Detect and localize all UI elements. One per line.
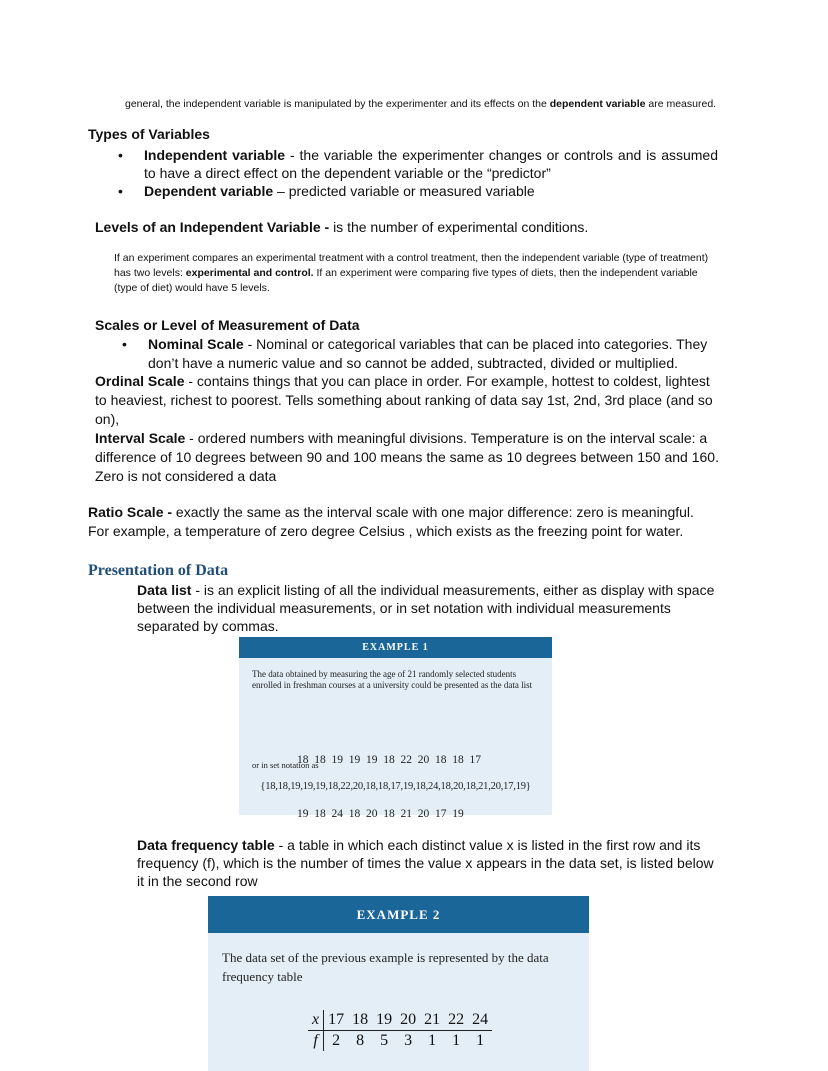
types-list: [118, 146, 718, 200]
f-value: 3: [404, 1032, 413, 1049]
scales-heading: Scales or Level of Measurement of Data: [95, 317, 360, 333]
f-value: 8: [356, 1032, 365, 1049]
x-label: x: [308, 1010, 324, 1031]
f-label: f: [308, 1031, 324, 1052]
levels-para-bold: experimental and control.: [185, 267, 314, 279]
example-2-text: The data set of the previous example is represented by the data frequency table: [222, 950, 549, 984]
data-list-term: Data list: [137, 582, 192, 598]
example-1-row1: 18 18 19 19 19 18 22 20 18 18 17: [297, 754, 481, 766]
freq-table-desc: - a table in which each distinct value x is listed in the first row and its frequency (f), which is the number of times the value x appears in the data set, is listed below it in the second row: [137, 837, 714, 889]
f-value: 1: [452, 1032, 461, 1049]
independent-variable-item: [118, 146, 718, 182]
levels-desc: is the number of experimental conditions.: [333, 219, 589, 235]
ratio-desc: exactly the same as the interval scale with one major difference: zero is meaningful.: [172, 504, 694, 520]
interval-term: Interval Scale: [95, 430, 186, 446]
f-value: 5: [380, 1032, 389, 1049]
independent-term: Independent variable: [144, 147, 286, 163]
x-value: 18: [348, 1010, 372, 1031]
dependent-desc: – predicted variable or measured variable: [273, 183, 535, 199]
example-2-title: EXAMPLE 2: [208, 896, 589, 933]
nominal-item: [122, 335, 726, 373]
x-value: 21: [420, 1010, 444, 1031]
ratio-paragraph: [88, 503, 738, 541]
nominal-term: Nominal Scale: [148, 336, 244, 352]
bullet-icon: •: [122, 336, 127, 352]
example-1-title: EXAMPLE 1: [239, 637, 552, 658]
independent-desc: - the variable the experimenter changes or controls and is assumed to have a direct effect on the dependent variable or the “predictor”: [144, 147, 718, 181]
freq-table-paragraph: [137, 836, 715, 890]
x-value: 19: [372, 1010, 396, 1031]
frequency-table: [308, 1010, 492, 1051]
nominal-desc: - Nominal or categorical variables that can be placed into categories. They don’t have a numeric value and so cannot be added, subtracted, divided or multiplied.: [148, 336, 708, 371]
ordinal-paragraph: [95, 372, 725, 429]
ratio-term: Ratio Scale -: [88, 504, 173, 520]
example-1-set: {18,18,19,19,19,18,22,20,18,18,17,19,18,24,18,20,18,21,20,17,19}: [260, 781, 531, 792]
f-value: 1: [428, 1032, 437, 1049]
dependent-term: Dependent variable: [144, 183, 274, 199]
data-list-paragraph: [137, 581, 715, 635]
example-1-set-label: or in set notation as: [252, 760, 319, 770]
freq-table-term: Data frequency table: [137, 837, 275, 853]
example-1-box: [239, 637, 552, 820]
ordinal-term: Ordinal Scale: [95, 373, 185, 389]
types-heading: Types of Variables: [88, 126, 210, 142]
intro-pre: general, the independent variable is manipulated by the experimenter and its effects on the: [125, 98, 550, 110]
levels-para-post: If an experiment were comparing five types of diets, then the independent variable (type of diet) would have 5 levels.: [114, 267, 698, 294]
intro-paragraph: [125, 97, 725, 111]
interval-paragraph: [95, 429, 735, 486]
example-1-row2: 19 18 24 18 20 18 21 20 17 19: [297, 808, 464, 820]
x-value: 22: [444, 1010, 468, 1031]
levels-line: [95, 219, 588, 235]
frequency-row-x: [308, 1010, 492, 1031]
bullet-icon: •: [118, 183, 123, 199]
levels-term: Levels of an Independent Variable -: [95, 219, 334, 235]
dependent-variable-item: [118, 182, 718, 200]
ordinal-desc: - contains things that you can place in order. For example, hottest to coldest, lightest to heaviest, richest to poorest. Tells something about ranking of data say 1st, 2nd, 3rd place (and so on),: [95, 373, 713, 427]
example-2-box: [208, 896, 589, 1071]
intro-post: are measured.: [645, 98, 717, 110]
interval-desc: - ordered numbers with meaningful divisions. Temperature is on the interval scale: a difference of 10 degrees between 90 and 100 means the same as 10 degrees between 150 and 160. Zero is not considered a data: [95, 430, 719, 484]
example-1-text: The data obtained by measuring the age of 21 randomly selected students enrolled in freshman courses at a university could be presented as the data list: [252, 669, 533, 690]
x-value: 24: [468, 1010, 492, 1031]
f-value: 2: [332, 1032, 341, 1049]
x-value: 17: [324, 1010, 349, 1031]
levels-para-pre: If an experiment compares an experimental treatment with a control treatment, then the independent variable (type of treatment) has two levels:: [114, 252, 709, 279]
ratio-line2: For example, a temperature of zero degree Celsius , which exists as the freezing point for water.: [88, 523, 684, 539]
data-list-desc: - is an explicit listing of all the individual measurements, either as display with space between the individual measurements, or in set notation with individual measurements separated by commas.: [137, 582, 715, 634]
x-value: 20: [396, 1010, 420, 1031]
frequency-row-f: [308, 1031, 492, 1052]
bullet-icon: •: [118, 147, 123, 163]
presentation-heading: Presentation of Data: [88, 562, 229, 579]
f-value: 1: [476, 1032, 485, 1049]
levels-paragraph: [114, 251, 714, 296]
intro-bold: dependent variable: [549, 98, 646, 110]
